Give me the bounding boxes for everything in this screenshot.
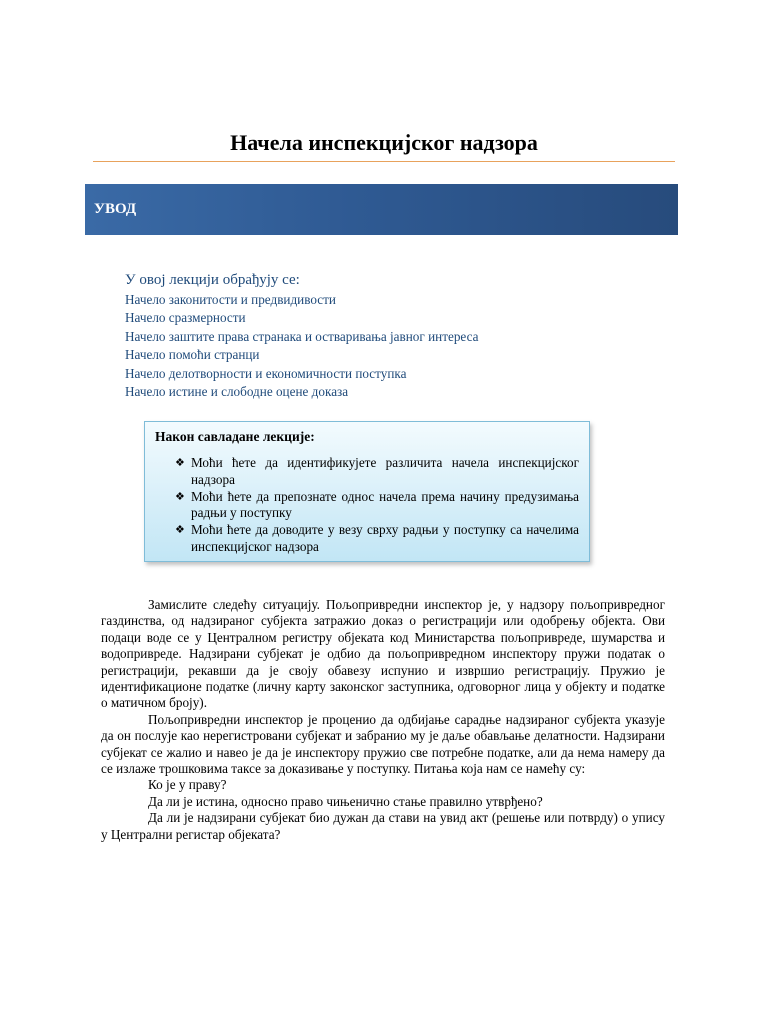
diamond-bullet-icon: ❖ (175, 524, 185, 536)
question-line: Да ли је надзирани субјекат био дужан да стави на увид акт (решење или потврду) о упису у Централни регистар објеката? (101, 810, 665, 842)
topic-item: Начело заштите права странака и остваривања јавног интереса (125, 328, 479, 344)
goal-text: Моћи ћете да доводите у везу сврху радњи у поступку са начелима инспекцијског надзора (191, 522, 579, 554)
case-study-text (101, 597, 665, 843)
goal-item (155, 489, 579, 522)
goals-heading: Након савладане лекције: (155, 429, 315, 444)
goal-item (155, 455, 579, 488)
topic-item: Начело сразмерности (125, 310, 246, 326)
title-divider (93, 161, 675, 162)
question-line: Ко је у праву? (148, 777, 227, 793)
topic-item: Начело делотворности и економичности поступка (125, 365, 407, 381)
body-paragraph: Пољопривредни инспектор је проценио да одбијање сарадње надзираног субјекта указује да он послује као нерегистровани субјекат и забранио му је даље обављање делатности. Надзирани субјекат се жалио и навео је да је инспектору пружио све потребне податке, али да нема намеру да се излаже трошковима таксе за доказивање у поступку. Питања која нам се намећу су: (101, 711, 665, 777)
question-line: Да ли је истина, односно право чињенично стање правилно утврђено? (148, 793, 543, 809)
lesson-topics (125, 271, 645, 401)
topics-list (125, 291, 645, 401)
topic-item: Начело законитости и предвидивости (125, 292, 336, 307)
topic-item: Начело помоћи странци (125, 347, 260, 363)
diamond-bullet-icon: ❖ (175, 490, 185, 503)
goal-text: Моћи ћете да препознате однос начела према начину предузимања радњи у поступку (191, 488, 579, 520)
page-title: Начела инспекцијског надзора (230, 130, 538, 155)
goal-text: Моћи ћете да идентификујете различита начела инспекцијског надзора (191, 455, 579, 487)
topic-item: Начело истине и слободне оцене доказа (125, 384, 349, 400)
learning-goals-box (144, 421, 590, 562)
body-paragraph: Замислите следећу ситуацију. Пољопривредни инспектор је, у надзору пољопривредног газдинства, од надзираног субјекта затражио доказ о регистрацији или одобрењу објекта. Ови подаци воде се у Централном регистру објеката код Министарства пољопривреде, шумарства и водопривреде. Надзирани субјекат је одбио да пољопривредном инспектору пружи податак о регистрацији, рекавши да је своју обавезу испунио и извршио регистрацију. Пружио је идентификационе податке (личну карту законског заступника, одговорног лица у објекту и податке о матичном броју). (101, 597, 665, 711)
goals-list (155, 455, 579, 555)
section-header-band (85, 184, 678, 235)
section-header-label: УВОД (94, 201, 137, 217)
diamond-bullet-icon: ❖ (175, 457, 185, 469)
goal-item (155, 522, 579, 555)
topics-intro: У овој лекцији обрађују се: (125, 272, 300, 288)
